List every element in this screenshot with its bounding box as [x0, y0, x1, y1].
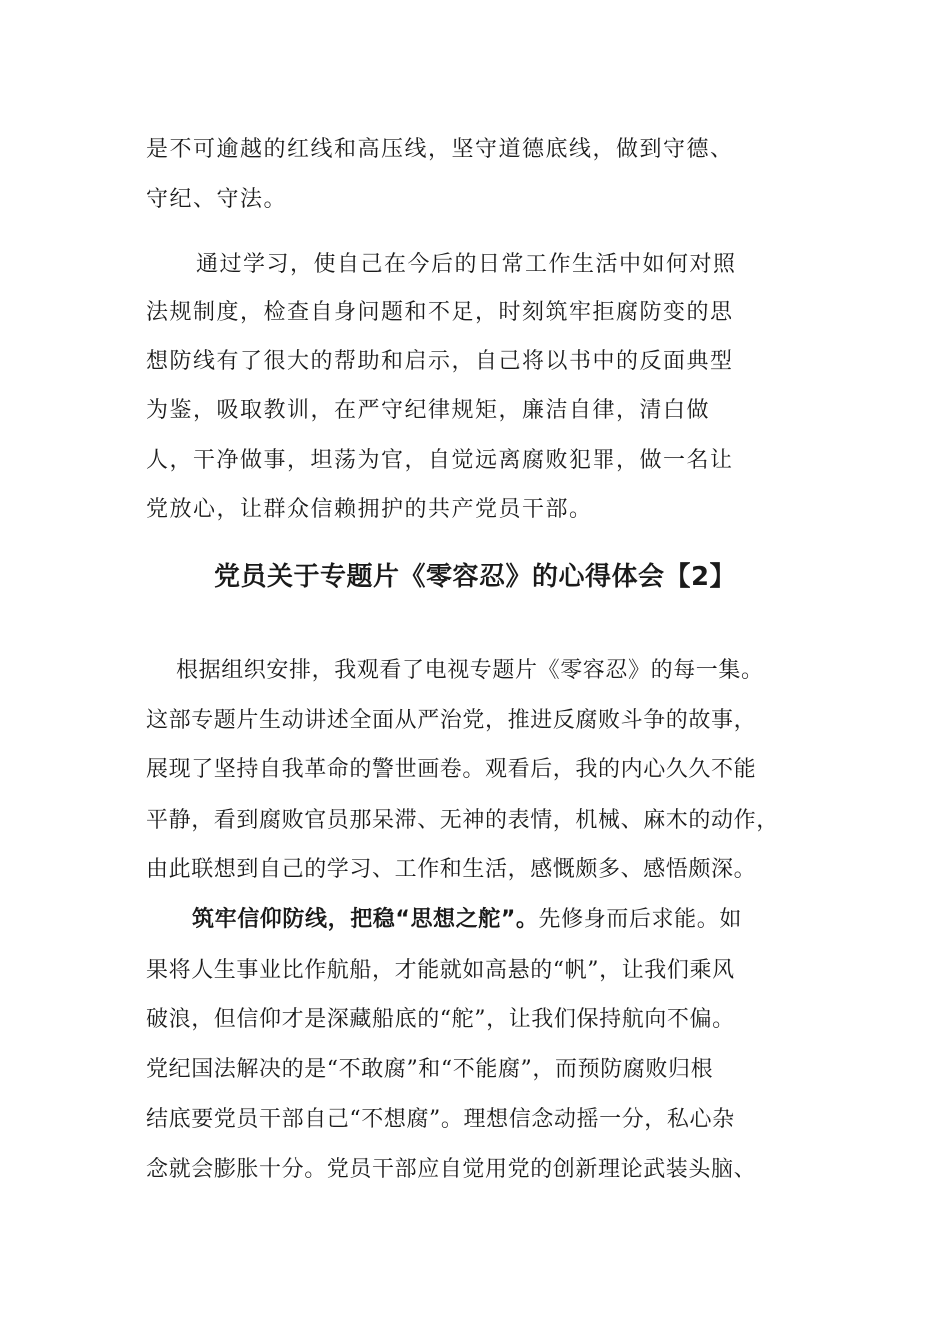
paragraph-line: 破浪，但信仰才是深藏船底的“舵”，让我们保持航向不偏。: [146, 1007, 735, 1032]
paragraph-line: 守纪、守法。: [146, 187, 288, 212]
paragraph-line: 法规制度，检查自身问题和不足，时刻筑牢拒腐防变的思: [146, 300, 734, 325]
paragraph-line: 根据组织安排，我观看了电视专题片《零容忍》的每一集。: [176, 658, 764, 683]
paragraph-line: 是不可逾越的红线和高压线，坚守道德底线，做到守德、: [146, 137, 734, 162]
paragraph-line: 念就会膨胀十分。党员干部应自觉用党的创新理论武装头脑、: [146, 1157, 757, 1182]
section-title: 党员关于专题片《零容忍》的心得体会【2】: [213, 562, 737, 592]
paragraph-line: 结底要党员干部自己“不想腐”。理想信念动摇一分，私心杂: [146, 1107, 735, 1132]
paragraph-line: 党纪国法解决的是“不敢腐”和“不能腐”，而预防腐败归根: [146, 1057, 714, 1082]
paragraph-line: 展现了坚持自我革命的警世画卷。观看后，我的内心久久不能: [146, 757, 757, 782]
paragraph-line: 这部专题片生动讲述全面从严治党，推进反腐败斗争的故事，: [146, 708, 757, 733]
paragraph-line: 通过学习，使自己在今后的日常工作生活中如何对照: [196, 252, 737, 277]
paragraph-line: 为鉴，吸取教训，在严守纪律规矩，廉洁自律，清白做: [146, 398, 711, 423]
paragraph-line: 人，干净做事，坦荡为官，自觉远离腐败犯罪，做一名让: [146, 448, 734, 473]
paragraph-line: 党放心，让群众信赖拥护的共产党员干部。: [146, 497, 593, 522]
paragraph-line: 平静，看到腐败官员那呆滞、无神的表情，机械、麻木的动作，: [146, 808, 779, 833]
paragraph-text: 先修身而后求能。如: [538, 907, 742, 932]
paragraph-line: [192, 905, 852, 935]
paragraph-line: 果将人生事业比作航船，才能就如高悬的“帆”，让我们乘风: [146, 958, 735, 983]
paragraph-line: 由此联想到自己的学习、工作和生活，感慨颇多、感悟颇深。: [146, 857, 757, 882]
paragraph-line: 想防线有了很大的帮助和启示，自己将以书中的反面典型: [146, 349, 734, 374]
emphasis-heading: 筑牢信仰防线，把稳“思想之舵”。: [192, 907, 539, 932]
